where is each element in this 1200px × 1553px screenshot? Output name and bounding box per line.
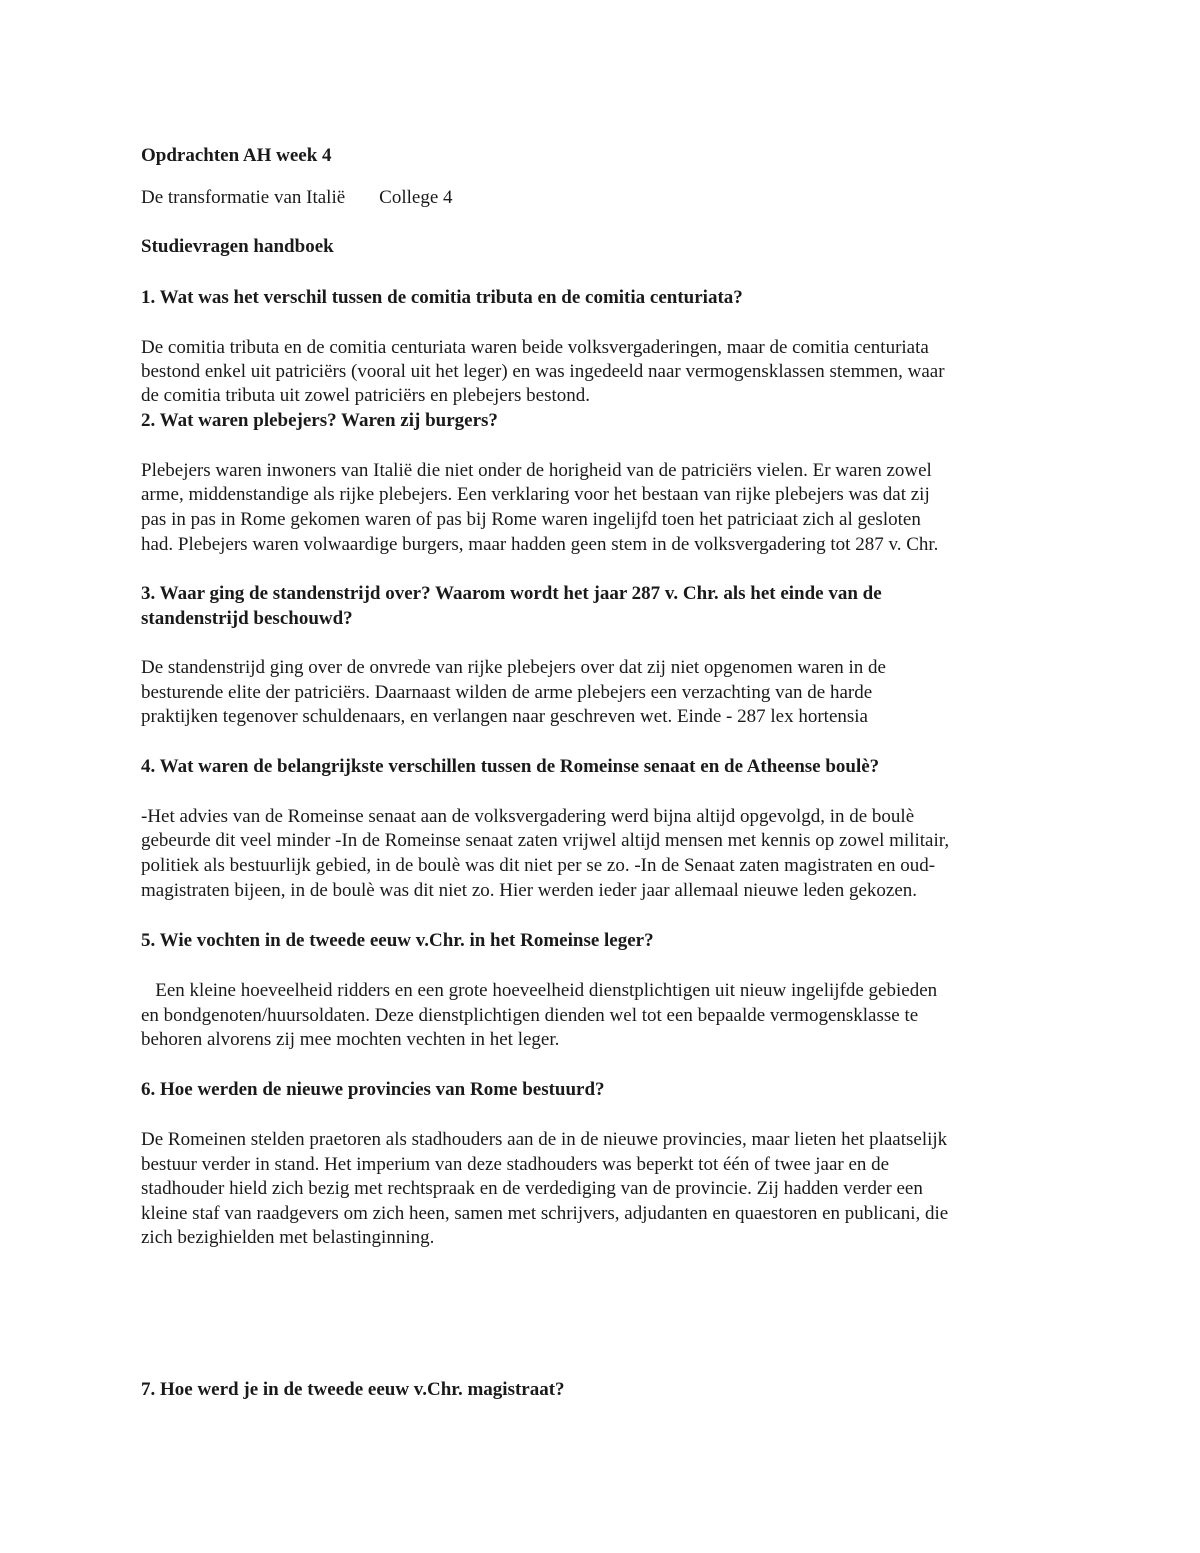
answer-5-line: Een kleine hoeveelheid ridders en een grote hoeveelheid dienstplichtigen uit nieuw ingelijfde gebieden (141, 980, 938, 1001)
question-3: standenstrijd beschouwd? (141, 608, 353, 629)
answer-2-line: Plebejers waren inwoners van Italië die niet onder de horigheid van de patriciërs vielen. Er waren zowel (141, 460, 932, 481)
answer-6-line: bestuur verder in stand. Het imperium van deze stadhouders was beperkt tot één of twee jaar en de (141, 1154, 890, 1175)
answer-6-line: kleine staf van raadgevers om zich heen, samen met schrijvers, adjudanten en quaestoren en publicani, die (141, 1203, 949, 1224)
question-1: 1. Wat was het verschil tussen de comitia tributa en de comitia centuriata? (141, 287, 743, 308)
document-title: Opdrachten AH week 4 (141, 145, 332, 166)
answer-1-line: de comitia tributa uit zowel patriciërs en plebejers bestond. (141, 385, 590, 406)
answer-2-line: arme, middenstandige als rijke plebejers. Een verklaring voor het bestaan van rijke plebejers was dat zij (141, 484, 930, 505)
answer-2-line: pas in pas in Rome gekomen waren of pas bij Rome waren ingelijfd toen het patriciaat zich al gesloten (141, 509, 921, 530)
answer-5-line: behoren alvorens zij mee mochten vechten in het leger. (141, 1029, 560, 1050)
answer-1-line: bestond enkel uit patriciërs (vooral uit het leger) en was ingedeeld naar vermogensklassen stemmen, waar (141, 361, 945, 382)
answer-6-line: stadhouder hield zich bezig met rechtspraak en de verdediging van de provincie. Zij hadden verder een (141, 1178, 923, 1199)
answer-5-line: en bondgenoten/huursoldaten. Deze dienstplichtigen dienden wel tot een bepaalde vermogensklasse te (141, 1005, 919, 1026)
answer-3-line: besturende elite der patriciërs. Daarnaast wilden de arme plebejers een verzachting van de harde (141, 682, 873, 703)
college-number: College 4 (379, 187, 453, 208)
answer-4-line: -Het advies van de Romeinse senaat aan de volksvergadering werd bijna altijd opgevolgd, in de boulè (141, 806, 915, 827)
section-heading: Studievragen handboek (141, 236, 334, 257)
answer-4-line: politiek als bestuurlijk gebied, in de boulè was dit niet per se zo. -In de Senaat zaten magistraten en oud- (141, 855, 936, 876)
question-3: 3. Waar ging de standenstrijd over? Waarom wordt het jaar 287 v. Chr. als het einde van de (141, 583, 882, 604)
question-4: 4. Wat waren de belangrijkste verschillen tussen de Romeinse senaat en de Atheense boulè? (141, 756, 880, 777)
answer-3-line: De standenstrijd ging over de onvrede van rijke plebejers over dat zij niet opgenomen waren in de (141, 657, 886, 678)
answer-3-line: praktijken tegenover schuldenaars, en verlangen naar geschreven wet. Einde - 287 lex hortensia (141, 706, 868, 727)
answer-2-line: had. Plebejers waren volwaardige burgers, maar hadden geen stem in de volksvergadering tot 287 v. Chr. (141, 534, 939, 555)
question-7: 7. Hoe werd je in de tweede eeuw v.Chr. magistraat? (141, 1379, 565, 1400)
question-6: 6. Hoe werden de nieuwe provincies van Rome bestuurd? (141, 1079, 605, 1100)
question-5: 5. Wie vochten in de tweede eeuw v.Chr. in het Romeinse leger? (141, 930, 654, 951)
course-title: De transformatie van Italië (141, 187, 346, 208)
answer-4-line: gebeurde dit veel minder -In de Romeinse senaat zaten vrijwel altijd mensen met kennis op zowel militair, (141, 830, 950, 851)
answer-6-line: zich bezighielden met belastinginning. (141, 1227, 435, 1248)
answer-4-line: magistraten bijeen, in de boulè was dit niet zo. Hier werden ieder jaar allemaal nieuwe leden gekozen. (141, 880, 918, 901)
answer-6-line: De Romeinen stelden praetoren als stadhouders aan de in de nieuwe provincies, maar lieten het plaatselijk (141, 1129, 948, 1150)
question-2: 2. Wat waren plebejers? Waren zij burgers? (141, 410, 498, 431)
document-subtitle (141, 186, 453, 210)
answer-1-line: De comitia tributa en de comitia centuriata waren beide volksvergaderingen, maar de comitia centuriata (141, 337, 929, 358)
